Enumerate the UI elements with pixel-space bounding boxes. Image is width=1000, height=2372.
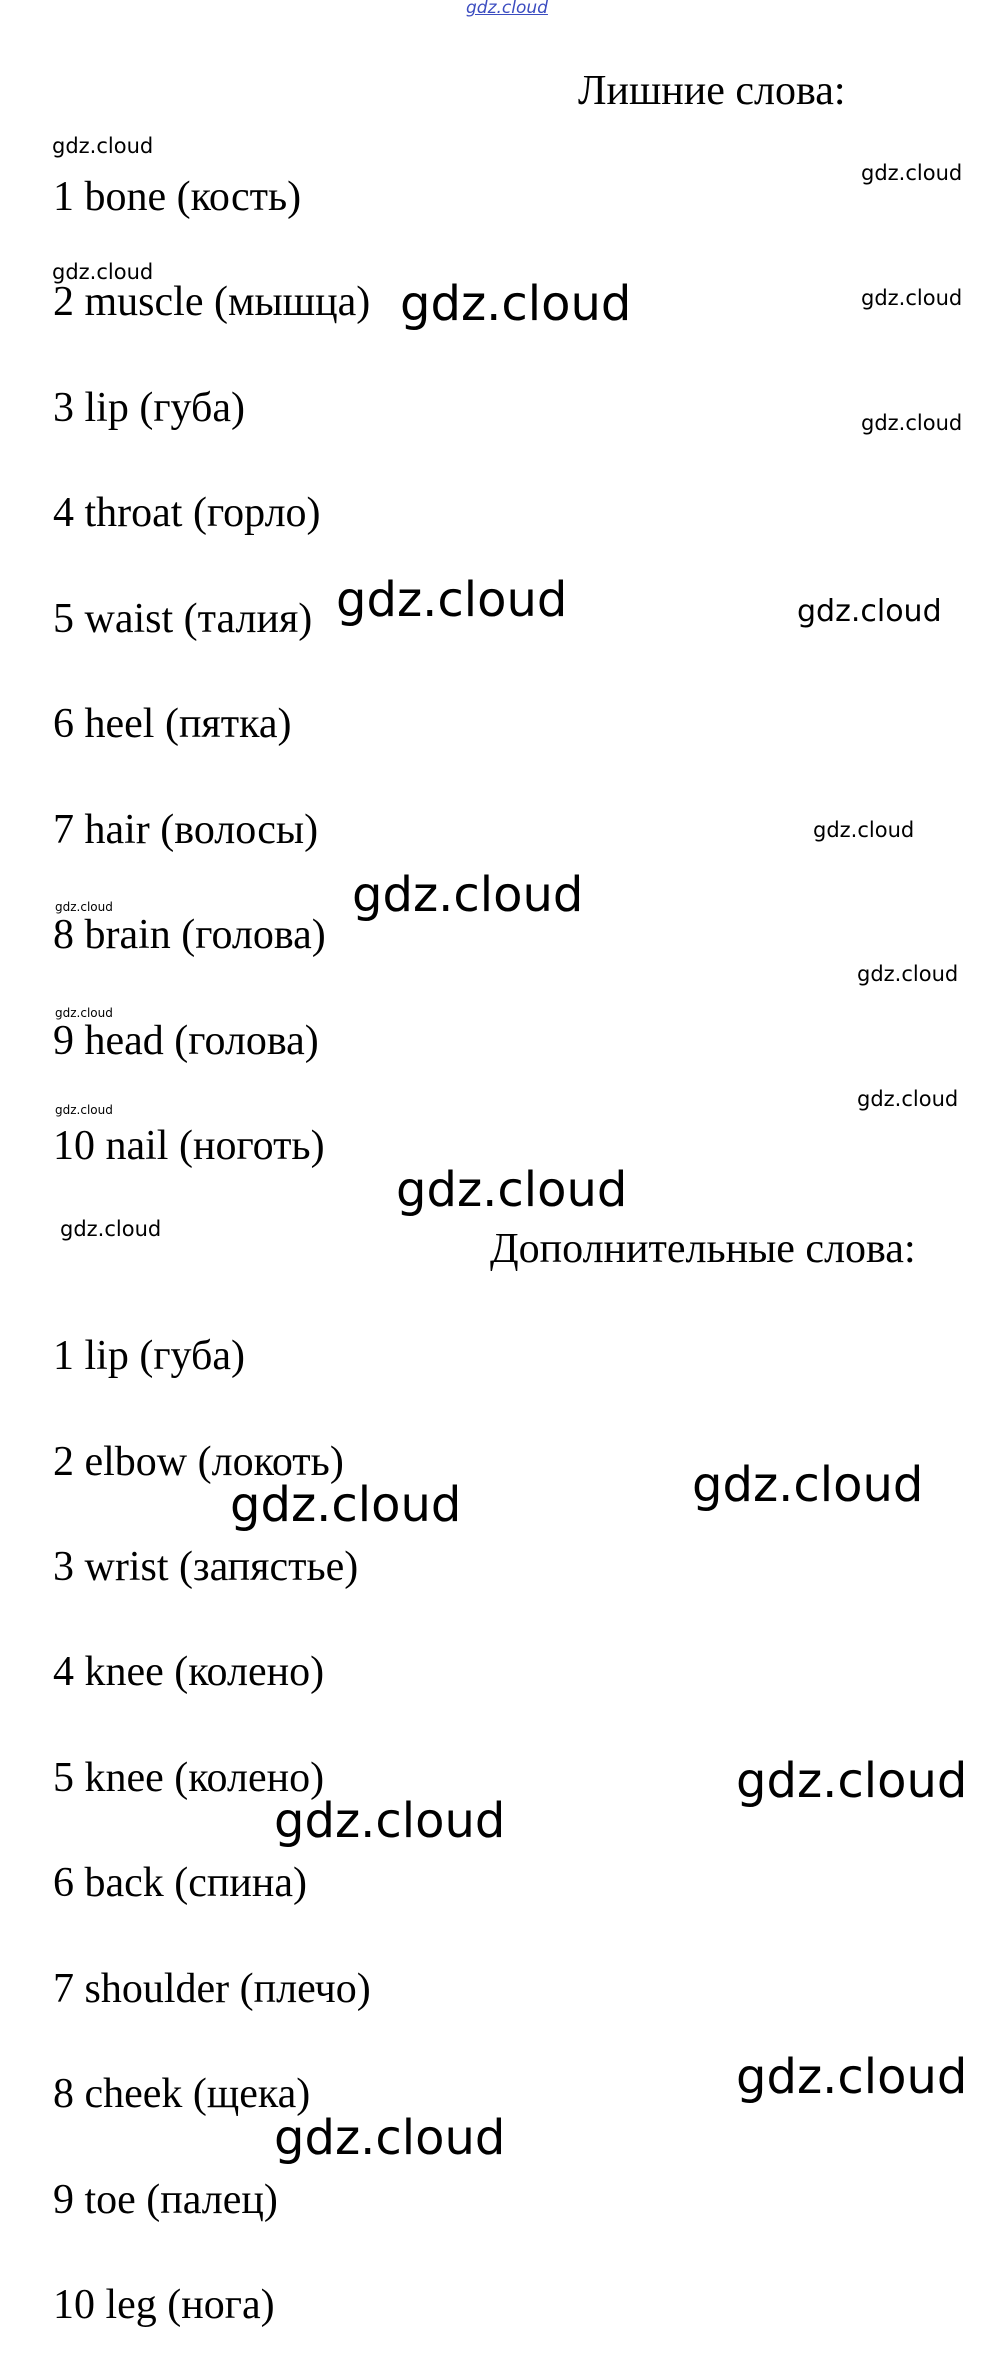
extra-word-5: 5 waist (талия): [53, 596, 313, 642]
additional-word-6: 6 back (спина): [53, 1860, 307, 1906]
extra-word-7: 7 hair (волосы): [53, 807, 319, 853]
additional-words-heading: Дополнительные слова:: [490, 1226, 916, 1272]
watermark: gdz.cloud: [274, 2110, 506, 2166]
additional-word-3: 3 wrist (запястье): [53, 1544, 359, 1590]
watermark: gdz.cloud: [692, 1457, 924, 1513]
additional-word-9: 9 toe (палец): [53, 2177, 278, 2223]
additional-word-10: 10 leg (нога): [53, 2282, 275, 2328]
watermark: gdz.cloud: [55, 900, 113, 914]
watermark: gdz.cloud: [736, 2049, 968, 2105]
extra-word-6: 6 heel (пятка): [53, 701, 292, 747]
extra-word-4: 4 throat (горло): [53, 490, 321, 536]
additional-word-4: 4 knee (колено): [53, 1649, 325, 1695]
additional-word-5: 5 knee (колено): [53, 1755, 325, 1801]
watermark: gdz.cloud: [861, 161, 963, 185]
watermark: gdz.cloud: [861, 286, 963, 310]
additional-word-1: 1 lip (губа): [53, 1333, 245, 1379]
extra-word-8: 8 brain (голова): [53, 912, 326, 958]
watermark: gdz.cloud: [55, 1103, 113, 1117]
watermark: gdz.cloud: [60, 1217, 162, 1241]
watermark: gdz.cloud: [736, 1753, 968, 1809]
extra-word-3: 3 lip (губа): [53, 385, 245, 431]
additional-word-2: 2 elbow (локоть): [53, 1439, 344, 1485]
watermark: gdz.cloud: [352, 867, 584, 923]
watermark: gdz.cloud: [400, 276, 632, 332]
watermark: gdz.cloud: [861, 411, 963, 435]
watermark: gdz.cloud: [797, 594, 942, 629]
watermark: gdz.cloud: [813, 818, 915, 842]
watermark: gdz.cloud: [857, 962, 959, 986]
watermark: gdz.cloud: [274, 1793, 506, 1849]
site-link[interactable]: gdz.cloud: [466, 0, 548, 18]
watermark: gdz.cloud: [230, 1477, 462, 1533]
extra-word-2: 2 muscle (мышца): [53, 279, 371, 325]
watermark: gdz.cloud: [55, 1006, 113, 1020]
additional-word-8: 8 cheek (щека): [53, 2071, 311, 2117]
extra-word-1: 1 bone (кость): [53, 174, 302, 220]
watermark: gdz.cloud: [396, 1162, 628, 1218]
extra-words-heading: Лишние слова:: [578, 68, 846, 114]
watermark: gdz.cloud: [52, 134, 154, 158]
additional-word-7: 7 shoulder (плечо): [53, 1966, 371, 2012]
extra-word-9: 9 head (голова): [53, 1018, 319, 1064]
extra-word-10: 10 nail (ноготь): [53, 1123, 325, 1169]
watermark: gdz.cloud: [336, 572, 568, 628]
watermark: gdz.cloud: [857, 1087, 959, 1111]
watermark: gdz.cloud: [52, 260, 154, 284]
